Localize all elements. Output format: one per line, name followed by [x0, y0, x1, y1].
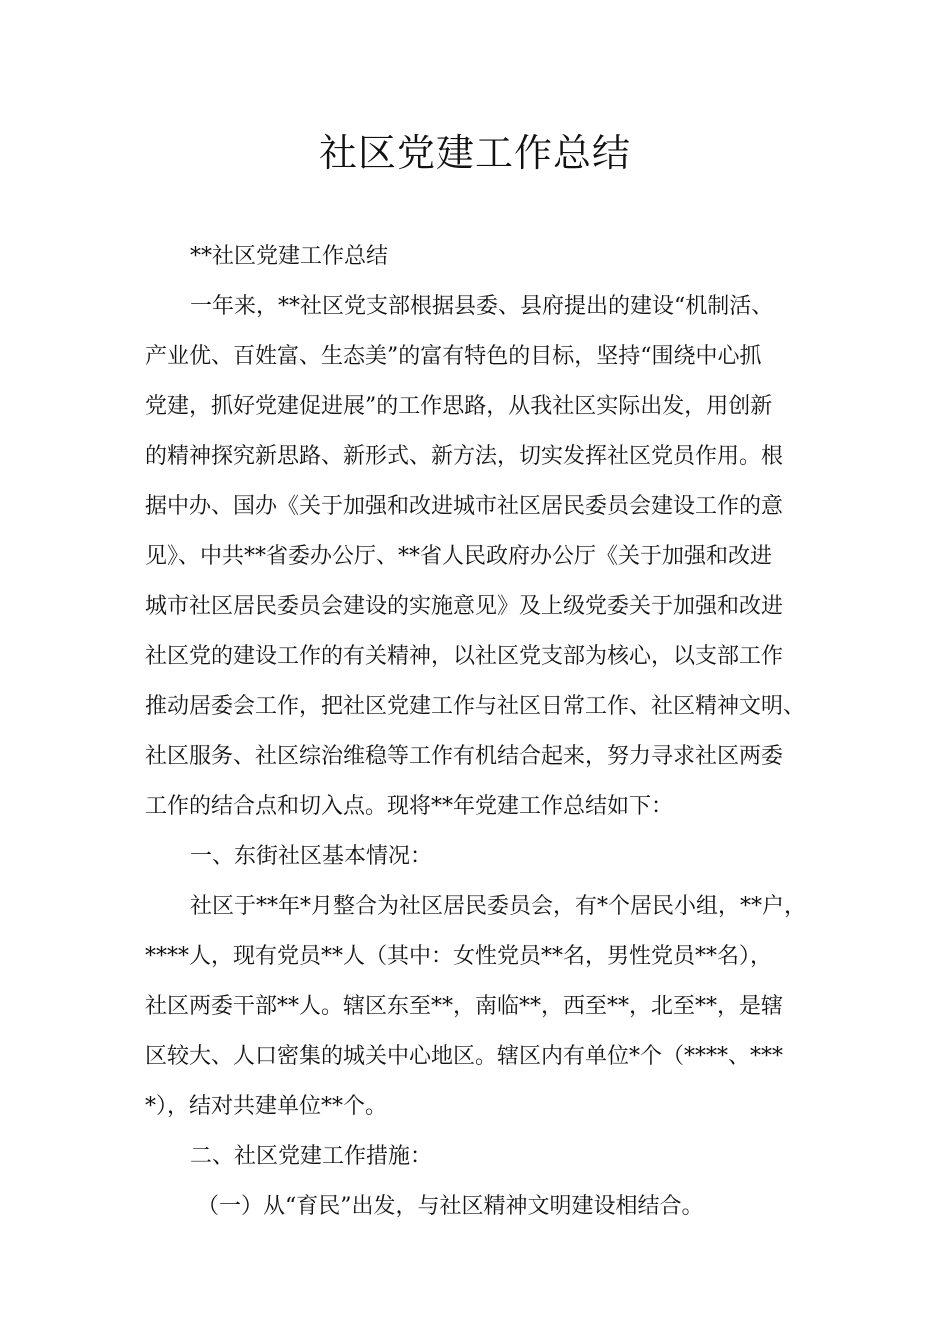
- section-heading: 二、社区党建工作措施：: [190, 1144, 433, 1169]
- text-line: 党建，抓好党建促进展”的工作思路，从我社区实际出发，用创新: [145, 394, 773, 419]
- text-line: 区较大、人口密集的城关中心地区。辖区内有单位*个（****、***: [145, 1044, 784, 1069]
- text-line: 社区服务、社区综治维稳等工作有机结合起来，努力寻求社区两委: [145, 744, 784, 769]
- text-line: 产业优、百姓富、生态美”的富有特色的目标，坚持“围绕中心抓: [145, 344, 762, 369]
- document-title: 社区党建工作总结: [318, 131, 631, 175]
- text-line: *），结对共建单位**个。: [145, 1094, 388, 1119]
- subsection-heading: （一）从“育民”出发，与社区精神文明建设相结合。: [197, 1194, 704, 1219]
- text-line: 城市社区居民委员会建设的实施意见》及上级党委关于加强和改进: [145, 594, 784, 619]
- text-line: 的精神探究新思路、新形式、新方法，切实发挥社区党员作用。根: [145, 444, 784, 469]
- text-line: 工作的结合点和切入点。现将**年党建工作总结如下：: [145, 794, 674, 819]
- text-line: **社区党建工作总结: [190, 244, 389, 269]
- text-line: ****人，现有党员**人（其中：女性党员**名，男性党员**名），: [145, 944, 773, 969]
- section-heading: 一、东街社区基本情况：: [190, 844, 433, 869]
- text-line: 社区于**年*月整合为社区居民委员会，有*个居民小组，**户，: [190, 894, 807, 919]
- document-body: [145, 232, 825, 1232]
- text-line: 一年来，**社区党支部根据县委、县府提出的建设“机制活、: [190, 294, 774, 319]
- text-line: 推动居委会工作，把社区党建工作与社区日常工作、社区精神文明、: [145, 694, 806, 719]
- text-line: 据中办、国办《关于加强和改进城市社区居民委员会建设工作的意: [145, 494, 784, 519]
- text-line: 见》、中共**省委办公厅、**省人民政府办公厅《关于加强和改进: [145, 544, 773, 569]
- text-line: 社区两委干部**人。辖区东至**，南临**，西至**，北至**，是辖: [145, 994, 784, 1019]
- text-line: 社区党的建设工作的有关精神，以社区党支部为核心，以支部工作: [145, 644, 784, 669]
